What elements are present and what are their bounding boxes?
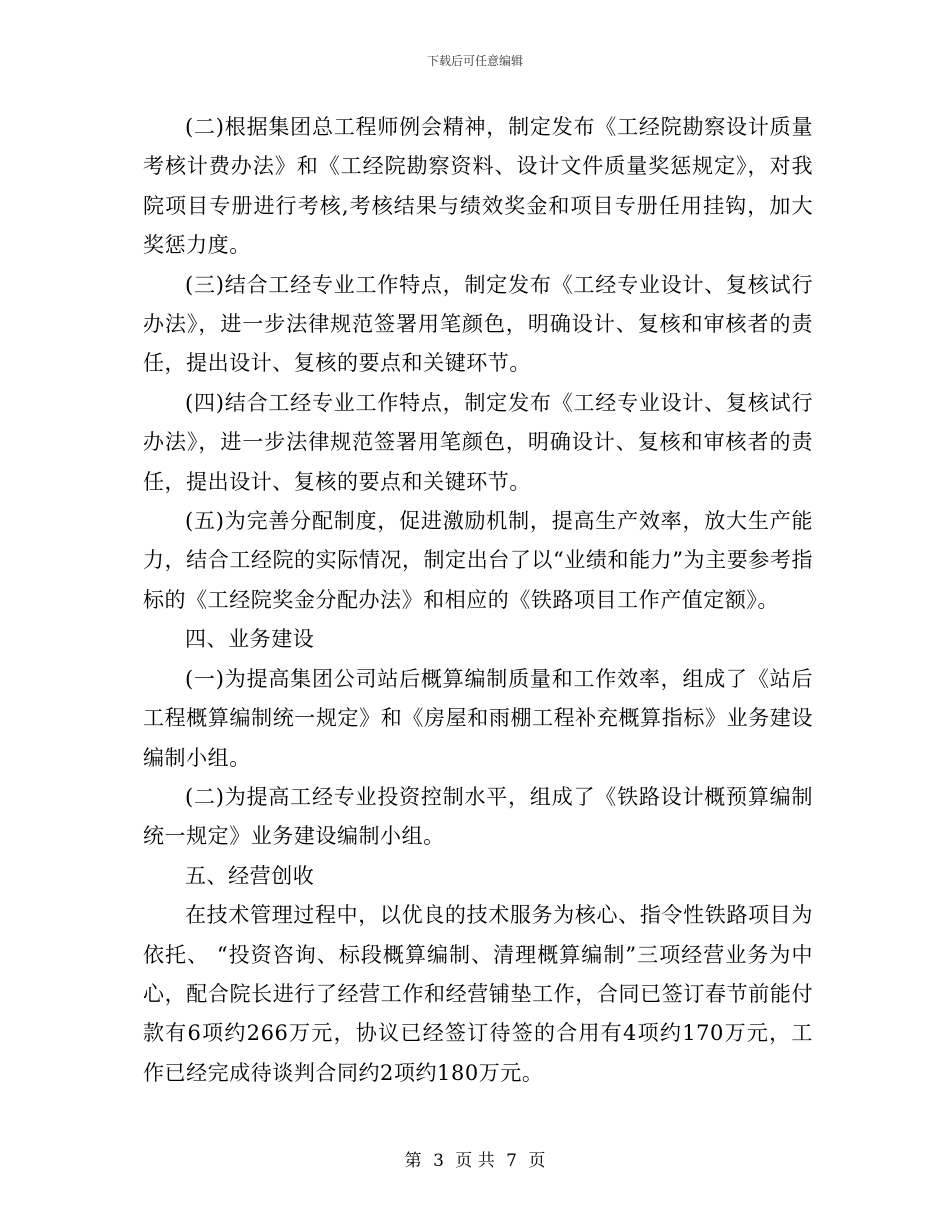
paragraph-operations: 在技术管理过程中，以优良的技术服务为核心、指令性铁路项目为依托、 “投资咨询、标段概算编制、清理概算编制”三项经营业务为中心，配合院长进行了经营工作和经营铺垫工作，合同已签订春节前能付款有6项约266万元，协议已经签订待签的合用有4项约170万元，工作已经完成待谈判合同约2项约180万元。 bbox=[143, 903, 813, 1085]
paragraph-business-1: (一)为提高集团公司站后概算编制质量和工作效率，组成了《站后工程概算编制统一规定》和《房屋和雨棚工程补充概算指标》业务建设编制小组。 bbox=[143, 666, 813, 770]
section-heading-business: 四、业务建设 bbox=[185, 627, 315, 652]
paragraph-5: (五)为完善分配制度，促进激励机制，提高生产效率，放大生产能力，结合工经院的实际情况，制定出台了以“业绩和能力”为主要参考指标的《工经院奖金分配办法》和相应的《铁路项目工作产值定额》。 bbox=[143, 509, 813, 612]
page-header: 下载后可任意编辑 bbox=[426, 54, 523, 68]
footer-current-page: 3 bbox=[433, 1151, 444, 1171]
paragraph-business-2: (二)为提高工经专业投资控制水平，组成了《铁路设计概预算编制统一规定》业务建设编制小组。 bbox=[143, 784, 813, 849]
section-heading-operations: 五、经营创收 bbox=[185, 863, 315, 888]
footer-total-pages: 7 bbox=[506, 1151, 517, 1171]
paragraph-3: (三)结合工经专业工作特点，制定发布《工经专业设计、复核试行办法》，进一步法律规范签署用笔颜色，明确设计、复核和审核者的责任，提出设计、复核的要点和关键环节。 bbox=[143, 272, 813, 376]
footer-prefix: 第 bbox=[404, 1151, 422, 1171]
page-footer bbox=[0, 1146, 950, 1171]
footer-suffix: 页 bbox=[528, 1151, 546, 1171]
paragraph-4: (四)结合工经专业工作特点，制定发布《工经专业设计、复核试行办法》，进一步法律规范签署用笔颜色，明确设计、复核和审核者的责任，提出设计、复核的要点和关键环节。 bbox=[143, 390, 813, 494]
paragraph-2: (二)根据集团总工程师例会精神，制定发布《工经院勘察设计质量考核计费办法》和《工经院勘察资料、设计文件质量奖惩规定》，对我院项目专册进行考核,考核结果与绩效奖金和项目专册任用挂钩，加大奖惩力度。 bbox=[143, 115, 813, 258]
document-body bbox=[143, 108, 813, 1093]
footer-middle: 页 共 bbox=[455, 1151, 495, 1171]
